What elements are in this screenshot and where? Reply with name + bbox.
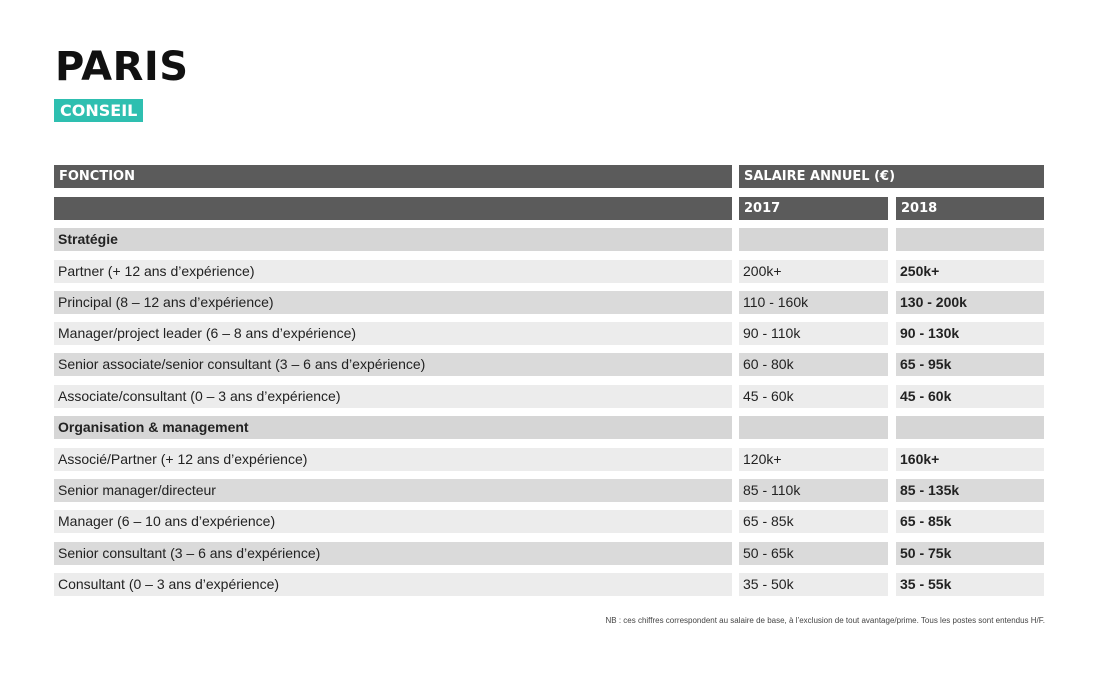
header-salaire: SALAIRE ANNUEL (€) [739, 165, 1044, 188]
row-label: Organisation & management [54, 416, 732, 439]
row-value-2017 [739, 228, 888, 251]
row-label: Associé/Partner (+ 12 ans d’expérience) [54, 448, 732, 471]
header-fonction: FONCTION [54, 165, 732, 188]
row-value-2017: 200k+ [739, 260, 888, 283]
row-value-2017: 110 - 160k [739, 291, 888, 314]
row-value-2017: 120k+ [739, 448, 888, 471]
row-value-2017: 50 - 65k [739, 542, 888, 565]
row-value-2018: 65 - 95k [896, 353, 1044, 376]
row-value-2017: 60 - 80k [739, 353, 888, 376]
row-value-2017: 85 - 110k [739, 479, 888, 502]
row-value-2018: 90 - 130k [896, 322, 1044, 345]
row-value-2018: 85 - 135k [896, 479, 1044, 502]
row-value-2017: 35 - 50k [739, 573, 888, 596]
row-value-2018: 160k+ [896, 448, 1044, 471]
footnote: NB : ces chiffres correspondent au salaire de base, à l’exclusion de tout avantage/prime. Tous les postes sont entendus H/F. [605, 616, 1045, 625]
header-spacer [54, 197, 732, 220]
row-value-2018: 130 - 200k [896, 291, 1044, 314]
row-label: Senior manager/directeur [54, 479, 732, 502]
row-value-2018 [896, 416, 1044, 439]
row-label: Associate/consultant (0 – 3 ans d’expérience) [54, 385, 732, 408]
row-value-2018: 250k+ [896, 260, 1044, 283]
row-value-2018: 65 - 85k [896, 510, 1044, 533]
row-label: Partner (+ 12 ans d’expérience) [54, 260, 732, 283]
row-value-2018: 35 - 55k [896, 573, 1044, 596]
row-value-2017: 90 - 110k [739, 322, 888, 345]
row-label: Stratégie [54, 228, 732, 251]
row-value-2017: 65 - 85k [739, 510, 888, 533]
row-label: Consultant (0 – 3 ans d’expérience) [54, 573, 732, 596]
page-title: PARIS [55, 44, 189, 90]
row-label: Principal (8 – 12 ans d’expérience) [54, 291, 732, 314]
header-year-2017: 2017 [739, 197, 888, 220]
row-value-2018 [896, 228, 1044, 251]
row-value-2018: 50 - 75k [896, 542, 1044, 565]
row-label: Senior associate/senior consultant (3 – 6 ans d’expérience) [54, 353, 732, 376]
header-year-2018: 2018 [896, 197, 1044, 220]
row-value-2017 [739, 416, 888, 439]
row-value-2018: 45 - 60k [896, 385, 1044, 408]
row-label: Manager/project leader (6 – 8 ans d’expérience) [54, 322, 732, 345]
row-label: Senior consultant (3 – 6 ans d’expérience) [54, 542, 732, 565]
row-label: Manager (6 – 10 ans d’expérience) [54, 510, 732, 533]
category-badge: CONSEIL [54, 99, 143, 122]
row-value-2017: 45 - 60k [739, 385, 888, 408]
